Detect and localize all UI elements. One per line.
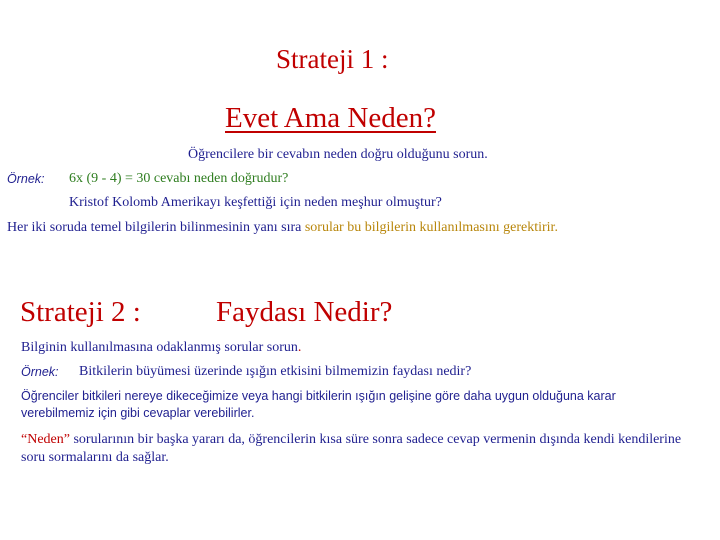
strategy2-note-quote: “Neden” — [21, 432, 70, 447]
strategy1-note-part1: Her iki soruda temel bilgilerin bilinmesinin yanı sıra — [7, 220, 302, 235]
strategy1-note-part2: sorular bu bilgilerin kullanılmasını gerektirir. — [304, 220, 558, 235]
strategy2-note-rest: sorularının bir başka yararı da, öğrencilerin kısa süre sonra sadece cevap vermenin dışında kendi kendilerine soru sormalarını da sağlar. — [21, 432, 682, 465]
strategy1-subtitle: Evet Ama Neden? — [225, 102, 436, 134]
strategy2-example-label: Örnek: — [21, 365, 59, 379]
strategy1-intro: Öğrencilere bir cevabın neden doğru olduğunu sorun. — [188, 147, 488, 162]
strategy2-intro-period: . — [297, 340, 302, 355]
strategy1-example-label: Örnek: — [7, 172, 45, 186]
strategy2-example: Bitkilerin büyümesi üzerinde ışığın etkisini bilmemizin faydası nedir? — [79, 364, 472, 379]
strategy2-subtitle: Faydası Nedir? — [216, 296, 393, 328]
strategy2-title: Strateji 2 : — [20, 296, 141, 328]
strategy1-example-1: 6x (9 - 4) = 30 cevabı neden doğrudur? — [69, 171, 289, 186]
strategy2-note — [21, 431, 701, 467]
strategy1-example-2: Kristof Kolomb Amerikayı keşfettiği için neden meşhur olmuştur? — [69, 195, 442, 210]
strategy2-intro — [21, 340, 301, 356]
strategy2-intro-text: Bilginin kullanılmasına odaklanmış sorular sorun — [21, 340, 298, 355]
strategy1-note — [7, 220, 558, 236]
strategy2-answer: Öğrenciler bitkileri nereye dikeceğimize veya hangi bitkilerin ışığın gelişine göre daha uygun olduğuna karar verebilmemiz için gibi cevaplar verebilirler. — [21, 389, 616, 420]
strategy1-title: Strateji 1 : — [276, 44, 389, 74]
